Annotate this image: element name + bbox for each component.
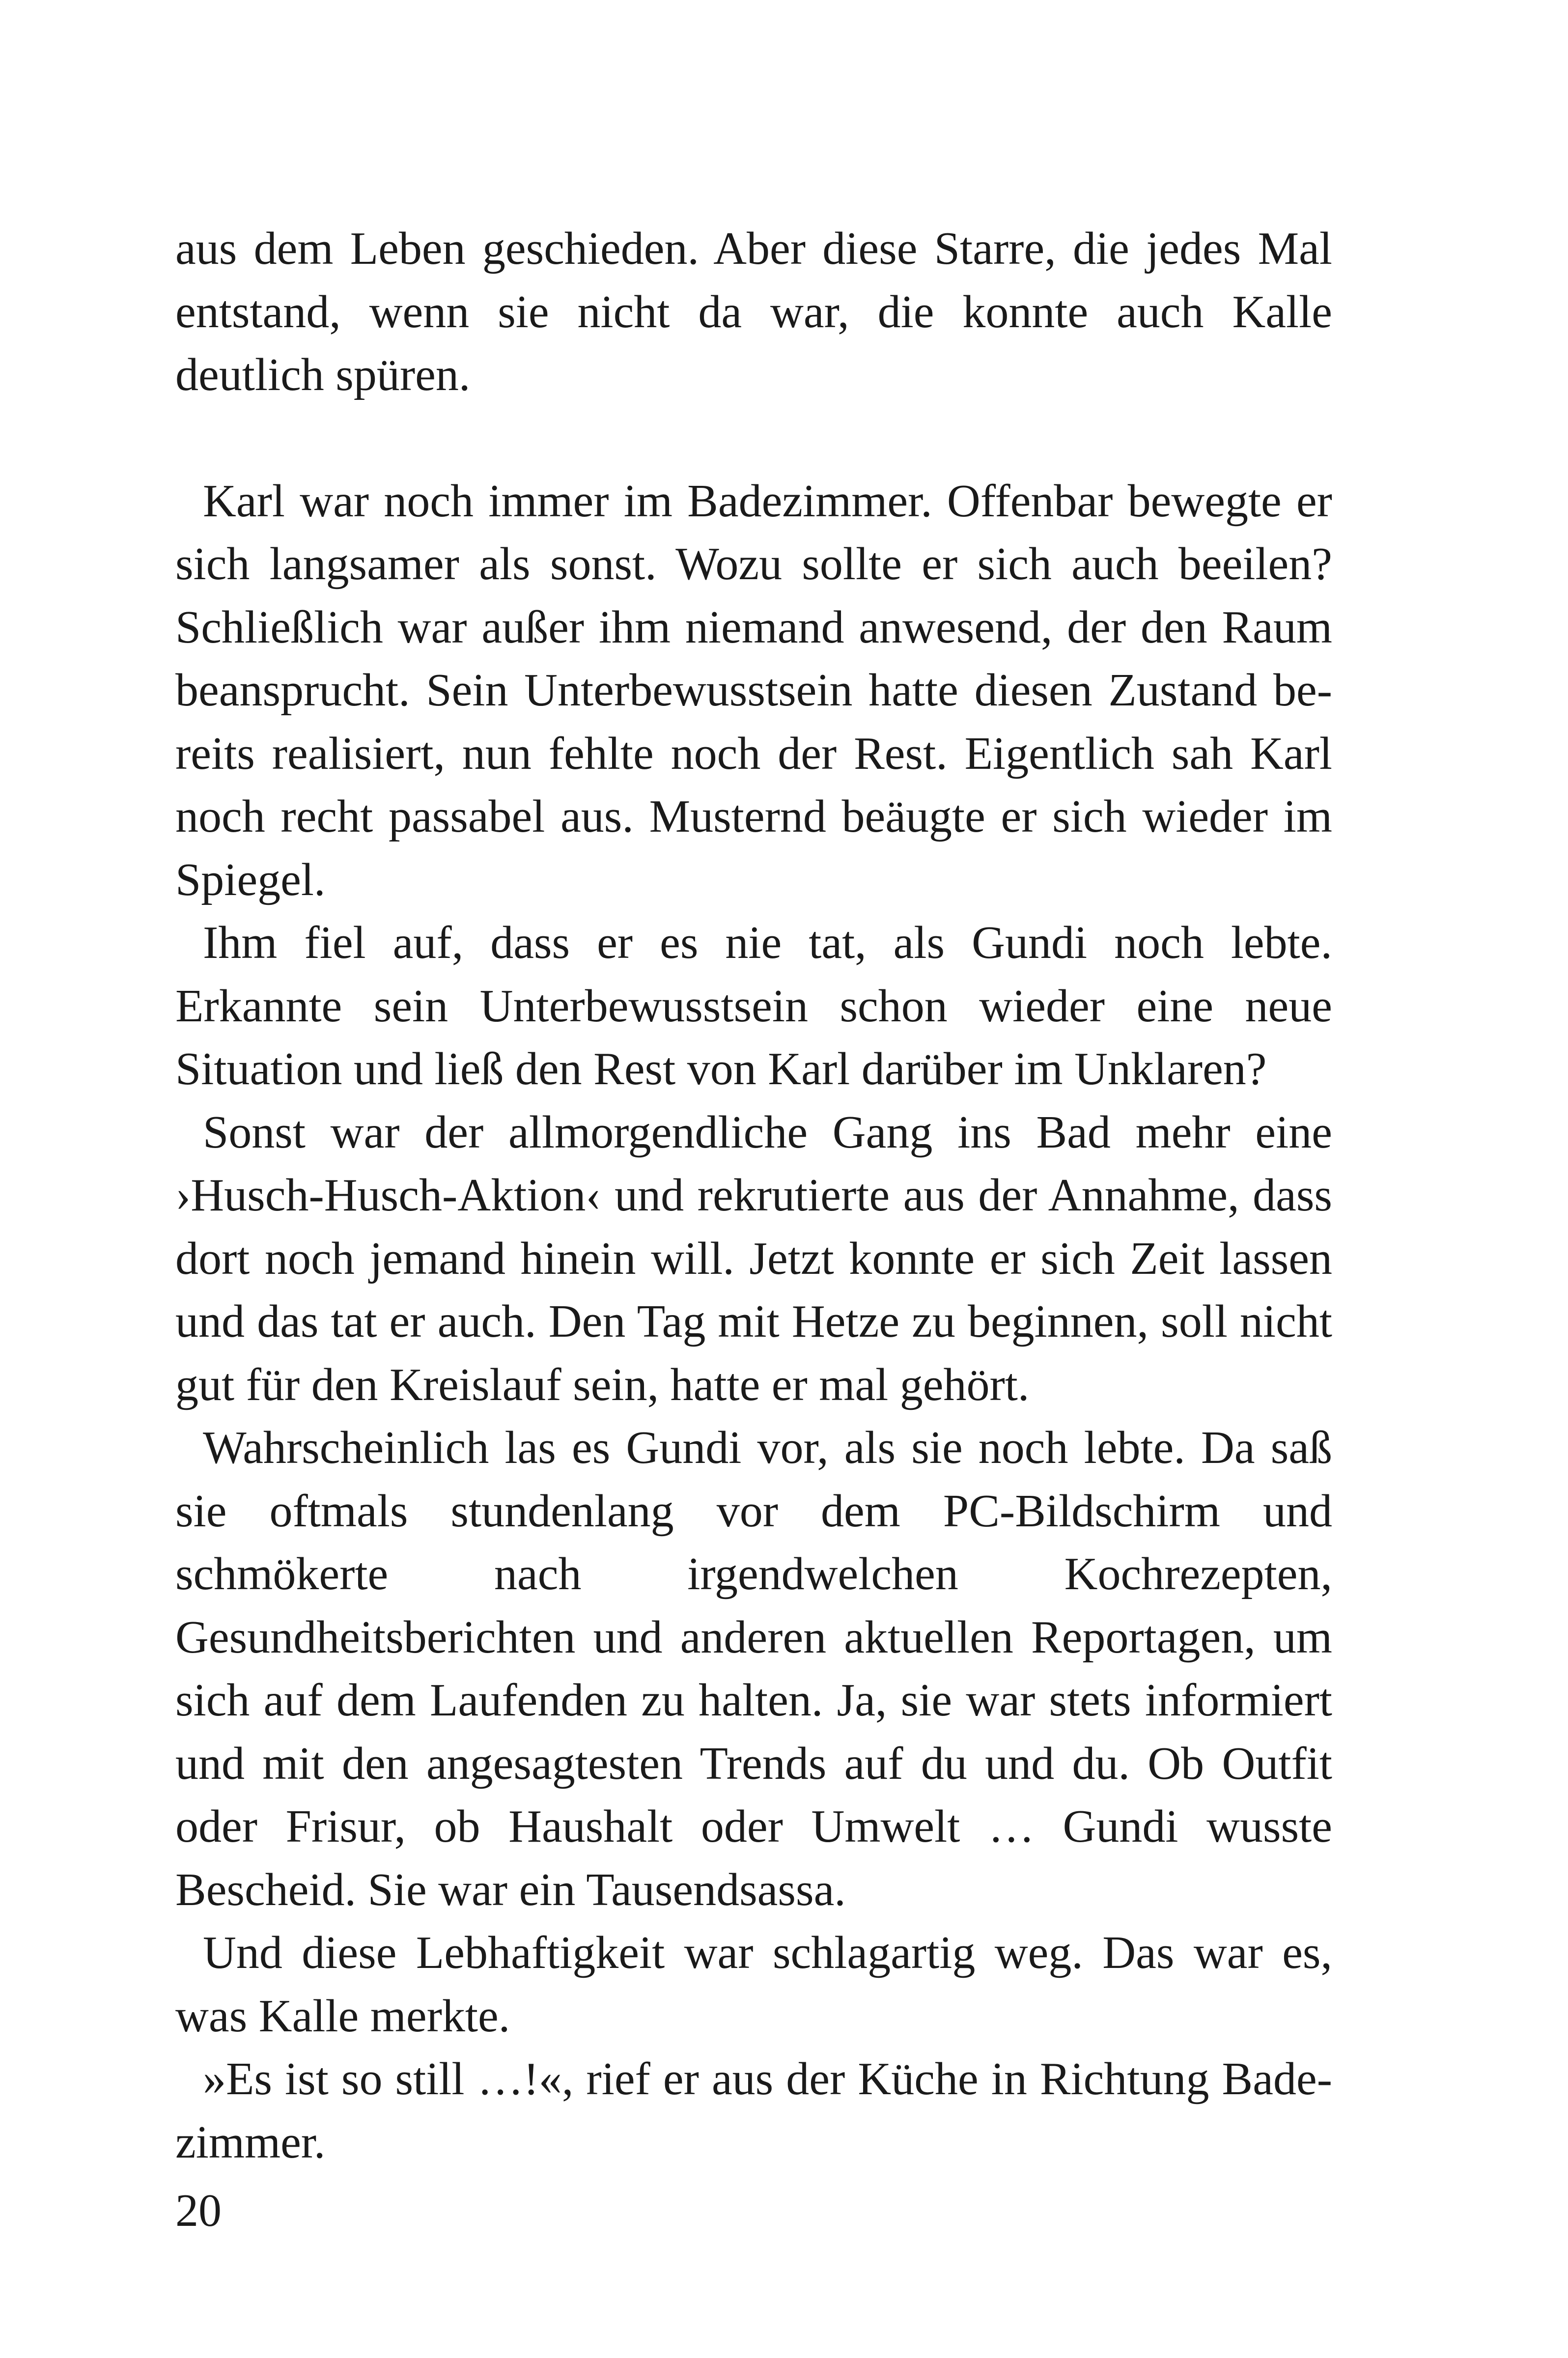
body-text [175, 217, 1332, 2174]
paragraph: Sonst war der allmorgendliche Gang ins Bad mehr eine ›Husch-Husch-Aktion‹ und rekrutierte aus der Annahme, dass dort noch jemand hinein will. Jetzt konnte er sich Zeit lassen und das tat er auch. Den Tag mit Hetze zu beginnen, soll nicht gut für den Kreislauf sein, hatte er mal gehört. [175, 1106, 1332, 1410]
paragraph: Und diese Lebhaftigkeit war schlagartig weg. Das war es, was Kalle merkte. [175, 1927, 1332, 2042]
paragraph-section-start: Karl war noch immer im Badezimmer. Offenbar bewegte er sich langsamer als sonst. Wozu sollte er sich auch beeilen? Schließlich war außer ihm niemand anwesend, der den Raum beansprucht. Sein Unterbewusstsein hatte diesen Zustand bereits realisiert, nun fehlte noch der Rest. Eigentlich sah Karl noch recht passabel aus. Musternd beäugte er sich wieder im Spiegel. [175, 475, 1332, 905]
paragraph: Wahrscheinlich las es Gundi vor, als sie noch lebte. Da saß sie oftmals stundenlang vor dem PC-Bildschirm und schmökerte nach irgendwelchen Kochrezepten, Gesundheitsberichten und anderen aktuellen Reportagen, um sich auf dem Laufenden zu halten. Ja, sie war stets informiert und mit den angesagtesten Trends auf du und du. Ob Outfit oder Frisur, ob Haushalt oder Umwelt … Gundi wusste Bescheid. Sie war ein Tausendsassa. [175, 1422, 1332, 1915]
paragraph-continuation: aus dem Leben geschieden. Aber diese Starre, die jedes Mal entstand, wenn sie nicht da war, die konnte auch Kalle deutlich spüren. [175, 223, 1332, 400]
paragraph: »Es ist so still …!«, rief er aus der Küche in Richtung Badezimmer. [175, 2053, 1332, 2168]
paragraph: Ihm fiel auf, dass er es nie tat, als Gundi noch lebte. Erkannte sein Unterbewusstsein schon wieder eine neue Situation und ließ den Rest von Karl darüber im Unklaren? [175, 917, 1332, 1095]
page-number: 20 [175, 2185, 222, 2236]
